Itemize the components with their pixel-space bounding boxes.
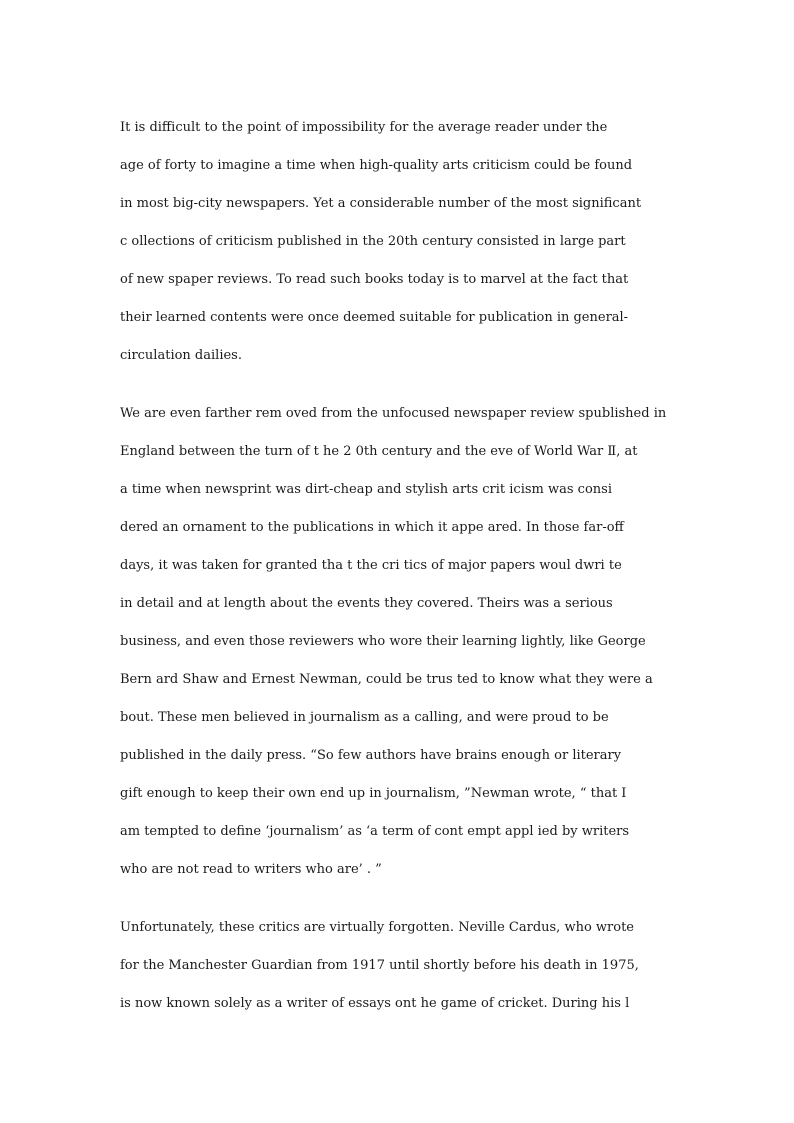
text-line: Unfortunately, these critics are virtually forgotten. Neville Cardus, who wrote bbox=[120, 920, 634, 935]
text-line: in detail and at length about the events they covered. Theirs was a serious bbox=[120, 596, 613, 611]
text-line: circulation dailies. bbox=[120, 348, 242, 363]
text-line: bout. These men believed in journalism as a calling, and were proud to be bbox=[120, 710, 609, 725]
text-line: who are not read to writers who are’ . ” bbox=[120, 862, 382, 877]
text-line: in most big-city newspapers. Yet a considerable number of the most significant bbox=[120, 196, 642, 211]
text-line: business, and even those reviewers who wore their learning lightly, like George bbox=[120, 634, 646, 649]
text-line: Bern ard Shaw and Ernest Newman, could be trus ted to know what they were a bbox=[120, 672, 653, 687]
text-line: a time when newsprint was dirt-cheap and stylish arts crit icism was consi bbox=[120, 482, 612, 497]
text-line: England between the turn of t he 2 0th century and the eve of World War Ⅱ, at bbox=[120, 444, 638, 459]
text-line: It is difficult to the point of impossibility for the average reader under the bbox=[120, 120, 608, 135]
text-line: dered an ornament to the publications in which it appe ared. In those far-off bbox=[120, 520, 624, 535]
text-line: age of forty to imagine a time when high-quality arts criticism could be found bbox=[120, 158, 633, 173]
text-line: days, it was taken for granted tha t the cri tics of major papers woul dwri te bbox=[120, 558, 622, 573]
text-line: their learned contents were once deemed suitable for publication in general- bbox=[120, 310, 629, 325]
text-line: published in the daily press. “So few authors have brains enough or literary bbox=[120, 748, 622, 763]
text-line: is now known solely as a writer of essays ont he game of cricket. During his l bbox=[120, 996, 630, 1011]
text-line: am tempted to define ‘journalism’ as ‘a term of cont empt appl ied by writers bbox=[120, 824, 630, 839]
text-line: gift enough to keep their own end up in journalism, ”Newman wrote, “ that I bbox=[120, 786, 627, 801]
text-line: of new spaper reviews. To read such books today is to marvel at the fact that bbox=[120, 272, 629, 287]
text-line: c ollections of criticism published in the 20th century consisted in large part bbox=[120, 234, 626, 249]
text-line: for the Manchester Guardian from 1917 until shortly before his death in 1975, bbox=[120, 958, 639, 973]
text-line: We are even farther rem oved from the unfocused newspaper review spublished in bbox=[120, 406, 667, 421]
